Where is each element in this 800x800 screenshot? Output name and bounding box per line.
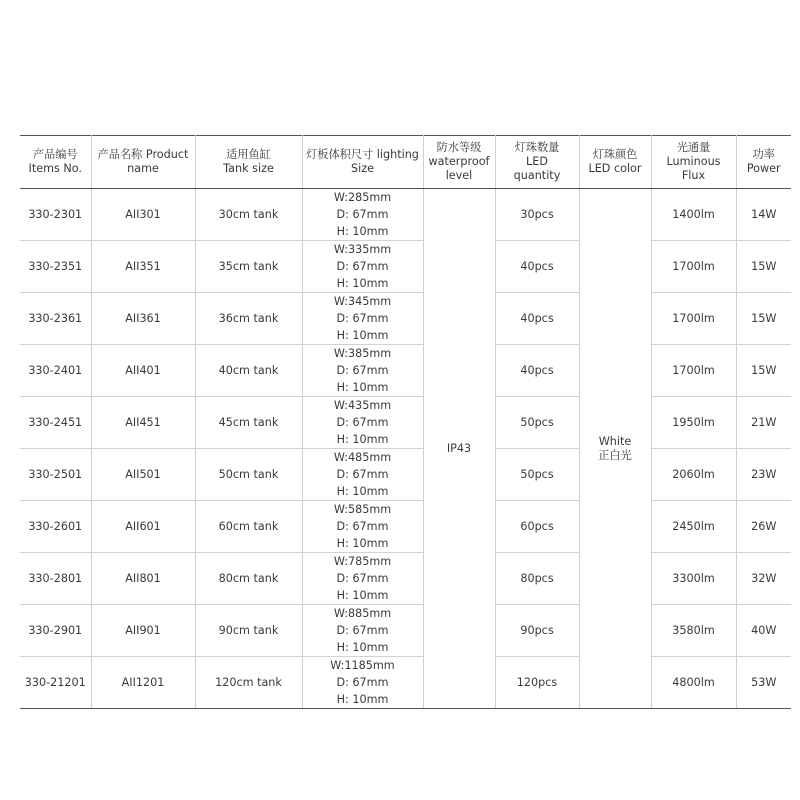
- size-height: H: 10mm: [336, 381, 389, 394]
- cell-product-name: AII1201: [91, 657, 195, 709]
- cell-luminous-flux: 4800lm: [651, 657, 736, 709]
- header-led-color-zh: 灯珠颜色: [592, 148, 638, 161]
- size-height: H: 10mm: [336, 641, 389, 654]
- cell-lighting-size: [302, 657, 423, 709]
- cell-led-quantity: 90pcs: [495, 605, 579, 657]
- size-height: H: 10mm: [336, 329, 389, 342]
- cell-led-quantity: 120pcs: [495, 657, 579, 709]
- table-row: [20, 345, 791, 397]
- cell-product-name: AII801: [91, 553, 195, 605]
- cell-led-color: [579, 189, 651, 709]
- header-lighting-size-en: Size: [351, 162, 374, 175]
- size-depth: D: 67mm: [336, 312, 389, 325]
- size-depth: D: 67mm: [336, 520, 389, 533]
- led-color-en: White: [598, 434, 632, 448]
- size-width: W:485mm: [333, 451, 392, 464]
- size-depth: D: 67mm: [336, 624, 389, 637]
- header-tank-size: [195, 136, 302, 189]
- cell-product-name: AII601: [91, 501, 195, 553]
- cell-lighting-size: [302, 189, 423, 241]
- size-height: H: 10mm: [336, 225, 389, 238]
- cell-led-quantity: 40pcs: [495, 241, 579, 293]
- header-lighting-size-zh: 灯板体积尺寸 lighting: [306, 148, 419, 161]
- size-height: H: 10mm: [336, 433, 389, 446]
- cell-power: 14W: [736, 189, 791, 241]
- header-luminous-flux-en: Luminous: [666, 155, 721, 168]
- cell-item-no: 330-2401: [20, 345, 91, 397]
- cell-led-quantity: 40pcs: [495, 293, 579, 345]
- cell-luminous-flux: 2060lm: [651, 449, 736, 501]
- cell-luminous-flux: 1700lm: [651, 241, 736, 293]
- table-row: [20, 241, 791, 293]
- size-depth: D: 67mm: [336, 208, 389, 221]
- cell-product-name: AII351: [91, 241, 195, 293]
- table-row: [20, 501, 791, 553]
- header-power-zh: 功率: [752, 148, 775, 161]
- size-width: W:335mm: [333, 243, 392, 256]
- header-led-quantity: [495, 136, 579, 189]
- header-tank-size-zh: 适用鱼缸: [226, 148, 271, 161]
- header-led-quantity-zh: 灯珠数量: [514, 141, 560, 154]
- size-height: H: 10mm: [336, 277, 389, 290]
- size-width: W:885mm: [333, 607, 392, 620]
- header-item-no-zh: 产品编号: [32, 148, 78, 161]
- header-tank-size-en: Tank size: [223, 162, 274, 175]
- header-item-no: [20, 136, 91, 189]
- cell-item-no: 330-2361: [20, 293, 91, 345]
- led-color-zh: 正白光: [598, 448, 632, 462]
- header-waterproof-level: [423, 136, 495, 189]
- cell-luminous-flux: 3300lm: [651, 553, 736, 605]
- cell-luminous-flux: 1700lm: [651, 293, 736, 345]
- cell-lighting-size: [302, 605, 423, 657]
- cell-tank-size: 35cm tank: [195, 241, 302, 293]
- size-height: H: 10mm: [336, 537, 389, 550]
- cell-product-name: AII901: [91, 605, 195, 657]
- cell-tank-size: 120cm tank: [195, 657, 302, 709]
- cell-led-quantity: 80pcs: [495, 553, 579, 605]
- size-depth: D: 67mm: [336, 468, 389, 481]
- table-row: [20, 605, 791, 657]
- cell-luminous-flux: 1400lm: [651, 189, 736, 241]
- cell-lighting-size: [302, 397, 423, 449]
- header-led-color: [579, 136, 651, 189]
- cell-luminous-flux: 2450lm: [651, 501, 736, 553]
- cell-power: 40W: [736, 605, 791, 657]
- cell-power: 53W: [736, 657, 791, 709]
- cell-power: 23W: [736, 449, 791, 501]
- cell-power: 15W: [736, 241, 791, 293]
- cell-lighting-size: [302, 501, 423, 553]
- cell-item-no: 330-2501: [20, 449, 91, 501]
- cell-power: 15W: [736, 293, 791, 345]
- cell-tank-size: 80cm tank: [195, 553, 302, 605]
- cell-item-no: 330-2901: [20, 605, 91, 657]
- header-product-name-zh: 产品名称 Product: [97, 148, 189, 161]
- table-row: [20, 449, 791, 501]
- header-power: [736, 136, 791, 189]
- cell-luminous-flux: 1950lm: [651, 397, 736, 449]
- cell-tank-size: 30cm tank: [195, 189, 302, 241]
- cell-lighting-size: [302, 241, 423, 293]
- header-led-quantity-en: LED: [526, 155, 548, 168]
- size-height: H: 10mm: [336, 693, 389, 706]
- header-luminous-flux-zh: 光通量: [676, 141, 711, 154]
- cell-led-quantity: 50pcs: [495, 397, 579, 449]
- table-row: [20, 397, 791, 449]
- header-waterproof-level-en2: level: [445, 169, 473, 182]
- cell-tank-size: 60cm tank: [195, 501, 302, 553]
- cell-lighting-size: [302, 293, 423, 345]
- header-lighting-size: [302, 136, 423, 189]
- cell-lighting-size: [302, 553, 423, 605]
- product-spec-table: [20, 135, 791, 709]
- cell-product-name: AII361: [91, 293, 195, 345]
- cell-product-name: AII501: [91, 449, 195, 501]
- cell-tank-size: 90cm tank: [195, 605, 302, 657]
- cell-waterproof-level: IP43: [423, 189, 495, 709]
- cell-product-name: AII451: [91, 397, 195, 449]
- size-width: W:385mm: [333, 347, 392, 360]
- cell-led-quantity: 50pcs: [495, 449, 579, 501]
- table-row: [20, 189, 791, 241]
- header-luminous-flux-en2: Flux: [681, 169, 706, 182]
- header-waterproof-level-zh: 防水等级: [436, 141, 482, 154]
- cell-item-no: 330-2301: [20, 189, 91, 241]
- cell-item-no: 330-2451: [20, 397, 91, 449]
- cell-led-quantity: 30pcs: [495, 189, 579, 241]
- cell-item-no: 330-2801: [20, 553, 91, 605]
- size-width: W:585mm: [333, 503, 392, 516]
- header-power-en: Power: [746, 162, 781, 175]
- size-depth: D: 67mm: [336, 416, 389, 429]
- cell-power: 26W: [736, 501, 791, 553]
- size-width: W:345mm: [333, 295, 392, 308]
- cell-led-quantity: 60pcs: [495, 501, 579, 553]
- cell-item-no: 330-2351: [20, 241, 91, 293]
- size-width: W:785mm: [333, 555, 392, 568]
- size-height: H: 10mm: [336, 589, 389, 602]
- cell-item-no: 330-21201: [20, 657, 91, 709]
- header-led-color-en: LED color: [588, 162, 642, 175]
- cell-product-name: AII401: [91, 345, 195, 397]
- cell-luminous-flux: 3580lm: [651, 605, 736, 657]
- cell-power: 15W: [736, 345, 791, 397]
- size-width: W:435mm: [333, 399, 392, 412]
- cell-tank-size: 45cm tank: [195, 397, 302, 449]
- cell-tank-size: 50cm tank: [195, 449, 302, 501]
- header-product-name: [91, 136, 195, 189]
- header-row: [20, 136, 791, 189]
- table-row: [20, 553, 791, 605]
- size-height: H: 10mm: [336, 485, 389, 498]
- header-waterproof-level-en: waterproof: [428, 155, 490, 168]
- size-depth: D: 67mm: [336, 676, 389, 689]
- header-luminous-flux: [651, 136, 736, 189]
- cell-led-quantity: 40pcs: [495, 345, 579, 397]
- header-item-no-en: Items No.: [28, 162, 82, 175]
- size-depth: D: 67mm: [336, 364, 389, 377]
- cell-lighting-size: [302, 345, 423, 397]
- header-product-name-en: name: [127, 162, 159, 175]
- header-led-quantity-en2: quantity: [513, 169, 561, 182]
- cell-power: 32W: [736, 553, 791, 605]
- cell-tank-size: 40cm tank: [195, 345, 302, 397]
- cell-lighting-size: [302, 449, 423, 501]
- size-width: W:1185mm: [330, 659, 395, 672]
- table-row: [20, 293, 791, 345]
- cell-power: 21W: [736, 397, 791, 449]
- cell-tank-size: 36cm tank: [195, 293, 302, 345]
- cell-luminous-flux: 1700lm: [651, 345, 736, 397]
- size-width: W:285mm: [333, 191, 392, 204]
- size-depth: D: 67mm: [336, 572, 389, 585]
- table-row: [20, 657, 791, 709]
- cell-item-no: 330-2601: [20, 501, 91, 553]
- cell-product-name: AII301: [91, 189, 195, 241]
- size-depth: D: 67mm: [336, 260, 389, 273]
